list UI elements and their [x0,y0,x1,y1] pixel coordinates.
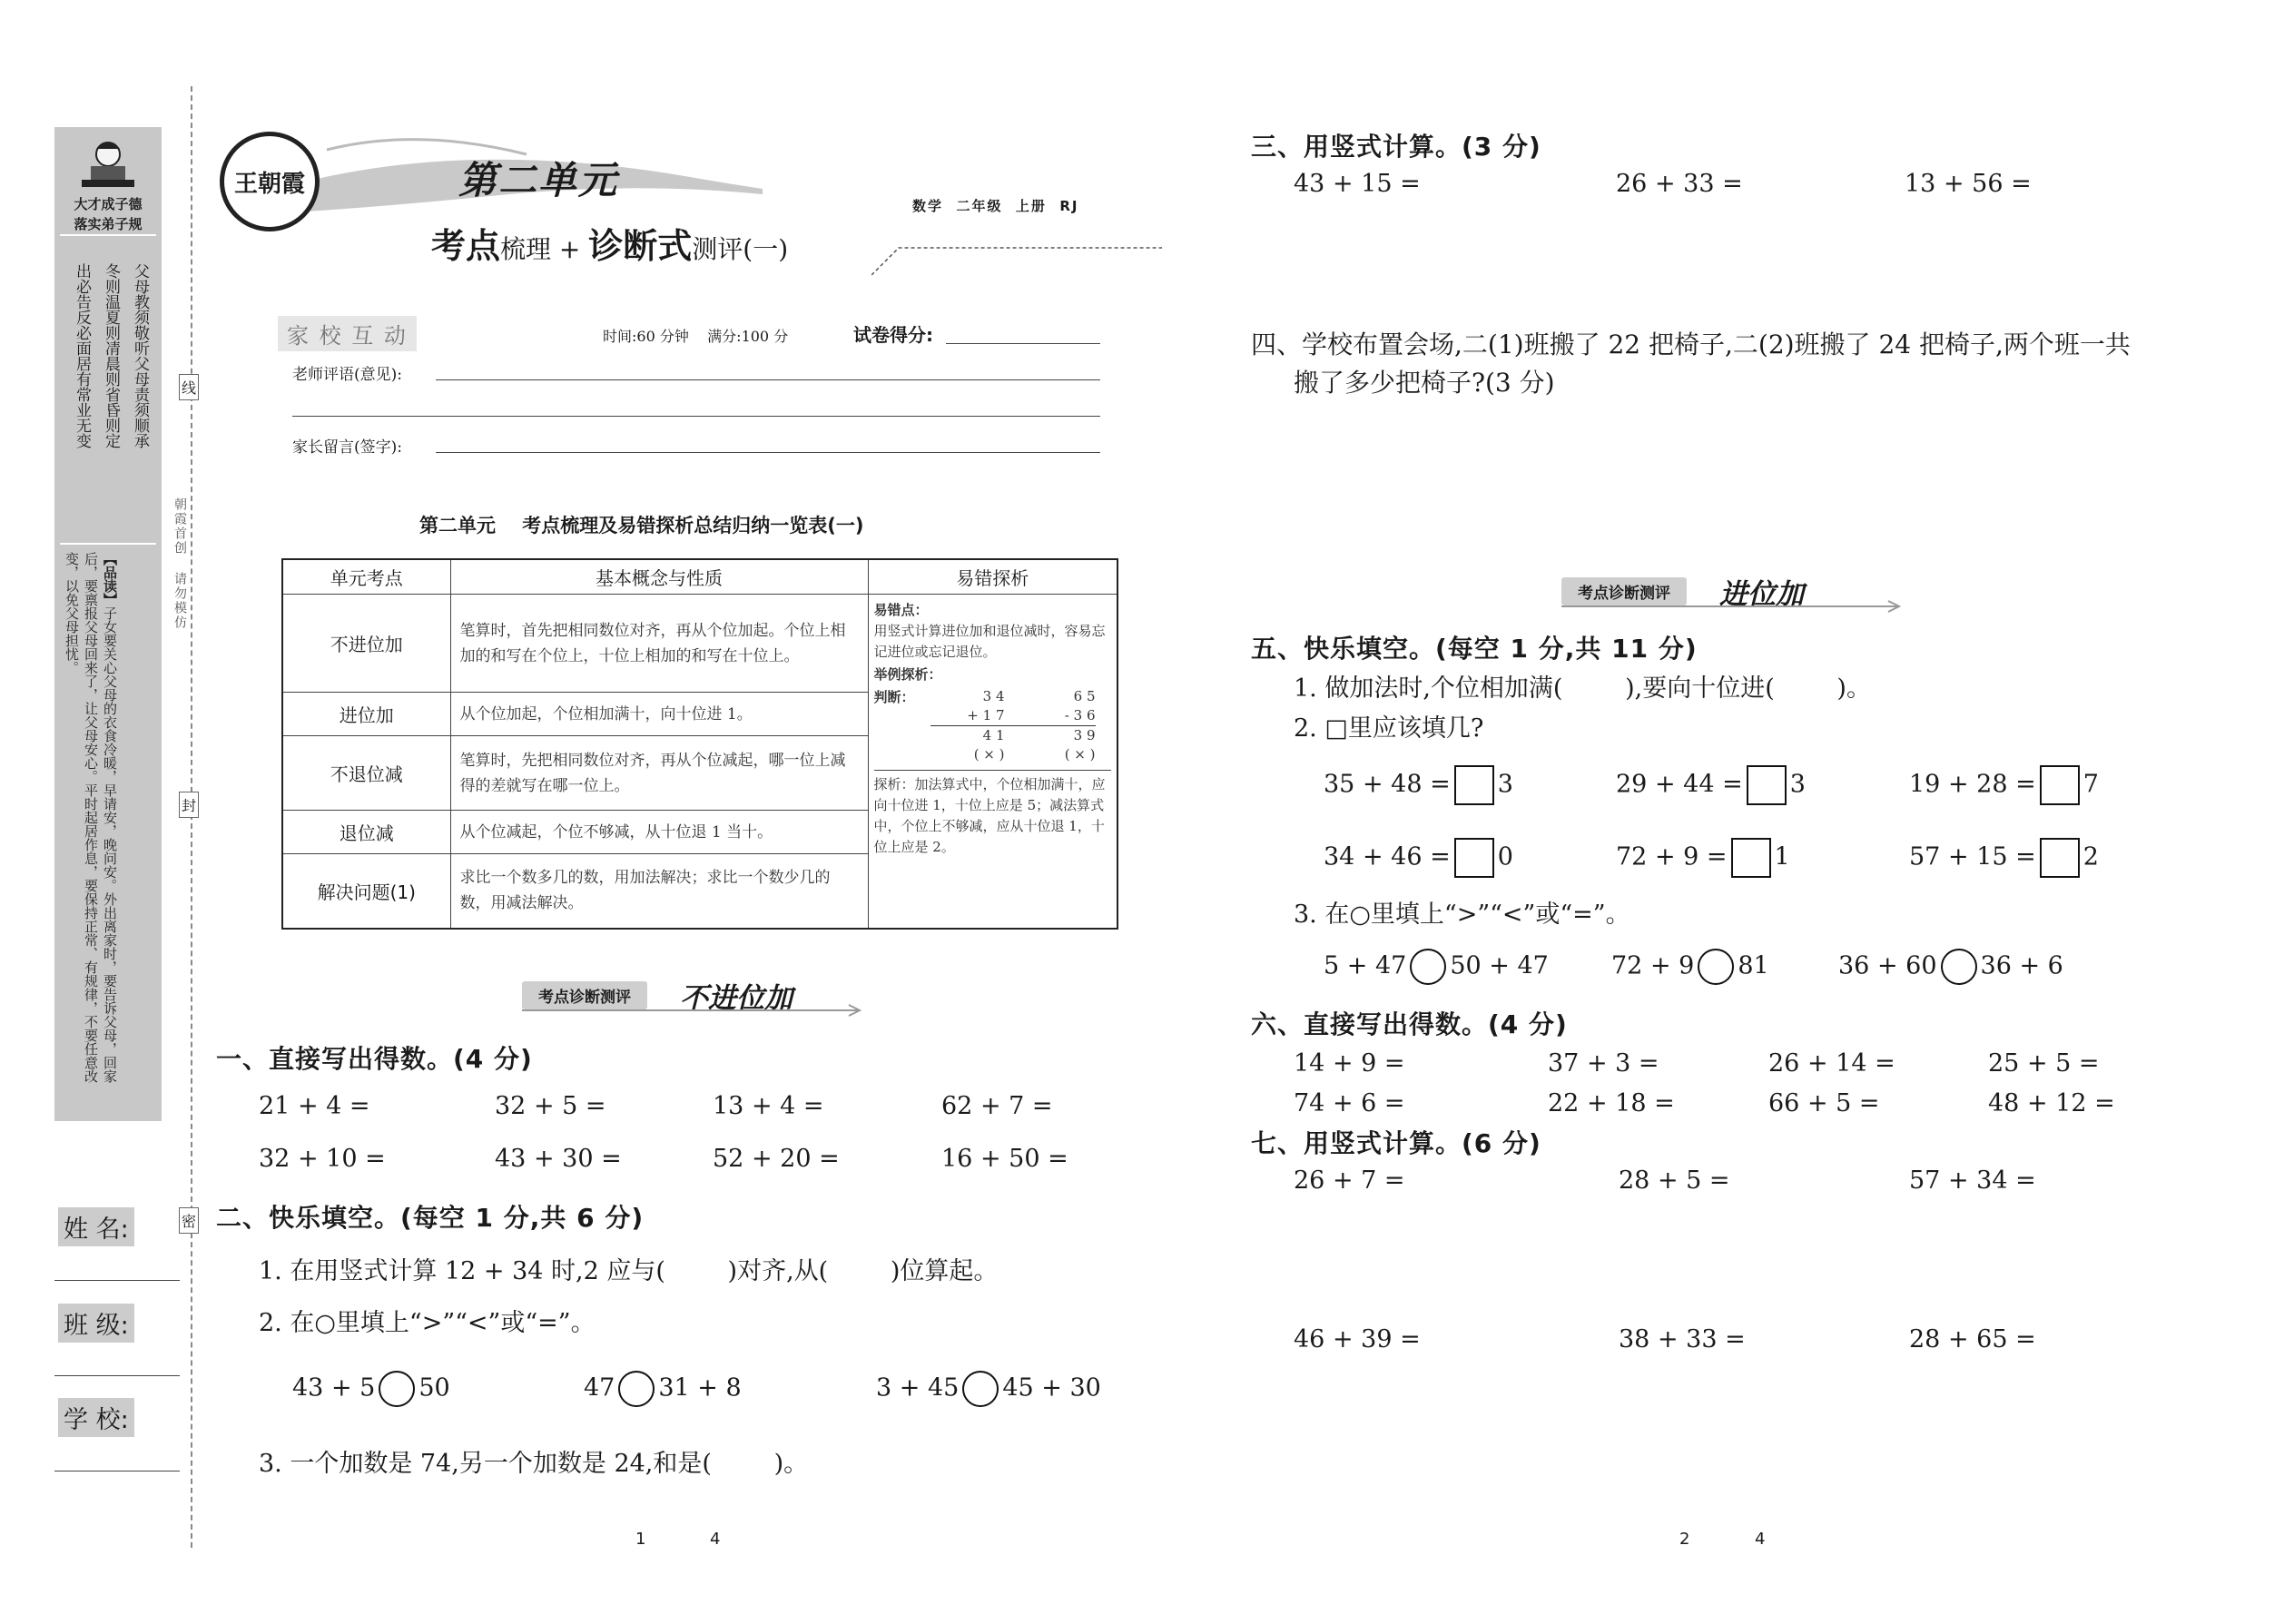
unit-title: 第二单元 [458,158,619,202]
example-block [874,687,1112,764]
box-expr: 19 + 28 = [1909,770,2036,799]
q1-item: 32 + 10 = [259,1145,386,1173]
analysis-text: 探析：加法算式中，个位相加满十，应向十位进 1，十位上应是 5；减法算式中，个位上不够减，应从十位退 1，十位上应是 2。 [874,770,1112,858]
class-field[interactable] [54,1375,180,1376]
name-label: 姓 名: [58,1207,134,1246]
q5-compare-2 [1611,949,1769,985]
example-2 [1005,687,1096,764]
table-topic: 进位加 [282,693,450,736]
q7-item: 38 + 33 = [1619,1325,1746,1353]
compare-left: 72 + 9 [1611,951,1695,980]
q3-item: 13 + 56 = [1905,170,2032,198]
answer-box[interactable] [1747,765,1787,805]
sidebar-poem-col-2 [100,263,122,448]
table-topic: 不进位加 [282,595,450,693]
table-concept: 求比一个数多几的数，用加法解决；求比一个数少几的数，用减法解决。 [450,854,868,929]
example-line: 4 1 [982,727,1005,743]
subtitle-a: 考点 [431,225,501,266]
q5-compare-1 [1324,949,1549,985]
school-label: 学 校: [58,1398,134,1437]
box-digit: 3 [1789,770,1806,799]
box-digit: 3 [1497,770,1513,799]
q5-box-item [1909,838,2099,878]
name-field[interactable] [54,1280,180,1281]
q2-compare-1 [292,1371,450,1407]
q2-compare-2 [584,1371,742,1407]
compare-left: 5 + 47 [1324,951,1407,980]
q3-item: 26 + 33 = [1616,170,1743,198]
parent-comment-label: 家长留言(签字): [292,438,402,457]
poem-line: 出必告 [73,263,91,310]
q5-box-item [1324,838,1513,878]
box-expr: 35 + 48 = [1324,770,1451,799]
compare-right: 45 + 30 [1002,1373,1101,1403]
q2-sub2: 2. 在○里填上“>”“<”或“=”。 [259,1309,596,1337]
header-connector [871,222,1171,277]
example-line: 3 4 [982,688,1005,704]
box-expr: 29 + 44 = [1616,770,1743,799]
q4-line1: 四、学校布置会场,二(1)班搬了 22 把椅子,二(2)班搬了 24 把椅子,两个班一共 [1251,330,2131,359]
answer-box[interactable] [1454,765,1494,805]
sidebar-reading [62,552,119,1097]
poem-line: 反必面 [73,310,91,356]
q6-item: 22 + 18 = [1548,1089,1675,1117]
cut-mark-3: 密 [179,1207,199,1234]
box-expr: 72 + 9 = [1616,842,1728,871]
box-digit: 2 [2082,842,2099,871]
q3-item: 43 + 15 = [1294,170,1421,198]
box-expr: 57 + 15 = [1909,842,2036,871]
banner-arrow-icon [522,1003,867,1016]
brand-logo [220,132,320,231]
compare-circle[interactable] [1941,949,1977,985]
q1-item: 43 + 30 = [495,1145,622,1173]
q1-item: 52 + 20 = [713,1145,840,1173]
table-header: 易错探析 [868,559,1117,595]
box-digit: 1 [1774,842,1790,871]
page-number: 4 [710,1530,721,1549]
banner-title: 进位加 [1719,577,1804,611]
example-judgement: ( × ) [1064,746,1096,763]
banner-tag: 考点诊断测评 [1561,577,1687,605]
error-analysis-cell [868,595,1117,929]
q6-item: 48 + 12 = [1988,1089,2115,1117]
table-row [282,595,1117,693]
poem-line: 须顺承 [131,402,149,448]
q1-item: 16 + 50 = [941,1145,1068,1173]
q3-heading: 三、用竖式计算。(3 分) [1251,132,1541,162]
poem-line: 须敬听 [131,310,149,356]
table-concept: 从个位减起，个位不够减，从十位退 1 当十。 [450,811,868,854]
q1-item: 62 + 7 = [941,1092,1053,1120]
q7-item: 46 + 39 = [1294,1325,1421,1353]
q5-compare-3 [1838,949,2063,985]
poem-line: 昏则定 [102,402,120,448]
poem-line: 冬则温 [102,263,120,310]
q6-item: 37 + 3 = [1548,1049,1659,1078]
sidebar-slogan-1: 大才成子德 [74,196,143,212]
page-number: 2 [1679,1530,1690,1549]
banner-title: 不进位加 [680,981,793,1015]
compare-right: 50 [418,1373,450,1403]
q6-item: 25 + 5 = [1988,1049,2100,1078]
example-line: 3 9 [1073,727,1096,743]
q7-heading: 七、用竖式计算。(6 分) [1251,1128,1541,1158]
box-digit: 0 [1497,842,1513,871]
table-title: 第二单元 考点梳理及易错探析总结归纳一览表(一) [419,515,864,536]
time-info: 时间:60 分钟 满分:100 分 [603,328,789,345]
q7-item: 28 + 5 = [1619,1166,1730,1195]
q6-item: 26 + 14 = [1768,1049,1895,1078]
q2-compare-3 [876,1371,1101,1407]
course-info: 数学 二年级 上册 RJ [912,198,1079,214]
reading-label: 【品读】 [102,552,118,606]
poem-line: 晨则省 [102,356,120,402]
compare-circle[interactable] [379,1371,415,1407]
teacher-comment-line-1[interactable] [436,379,1100,380]
page-number: 1 [635,1530,646,1549]
poem-line: 父母责 [131,356,149,402]
table-concept: 从个位加起，个位相加满十，向十位进 1。 [450,693,868,736]
q7-item: 57 + 34 = [1909,1166,2036,1195]
score-label: 试卷得分: [853,324,933,346]
page-number: 4 [1755,1530,1766,1549]
sidebar-slogan-2: 落实弟子规 [74,216,143,232]
sidebar-slogan-divider [60,234,156,236]
q6-item: 14 + 9 = [1294,1049,1405,1078]
compare-left: 3 + 45 [876,1373,960,1403]
example-line: - 3 6 [1005,706,1096,726]
compare-right: 50 + 47 [1450,951,1549,980]
home-school-badge: 家 校 互 动 [278,316,417,351]
summary-table [281,558,1118,930]
compare-right: 36 + 6 [1980,951,2063,980]
subtitle-c: 诊断式 [588,225,693,266]
compare-left: 43 + 5 [292,1373,376,1403]
table-topic: 退位减 [282,811,450,854]
example-title: 举例探析： [873,666,942,683]
table-concept: 笔算时，首先把相同数位对齐，再从个位加起。个位上相加的和写在个位上，十位上相加的和写在十位上。 [450,595,868,693]
answer-box[interactable] [1731,838,1771,878]
q1-item: 13 + 4 = [713,1092,824,1120]
sidebar-poem-col-3 [71,263,93,448]
class-label: 班 级: [58,1304,134,1343]
compare-circle[interactable] [962,1371,999,1407]
banner-tag: 考点诊断测评 [522,981,647,1009]
q7-item: 28 + 65 = [1909,1325,2036,1353]
sidebar-poem-col-1 [129,263,151,448]
compare-left: 47 [584,1373,615,1403]
q2-heading: 二、快乐填空。(每空 1 分,共 6 分) [216,1203,645,1233]
compare-left: 36 + 60 [1838,951,1937,980]
error-text: 用竖式计算进位加和退位减时，容易忘记进位或忘记退位。 [873,623,1106,660]
cut-mark-1: 线 [179,374,199,400]
parent-comment-line[interactable] [436,452,1100,453]
logo-text: 王朝霞 [233,170,305,198]
q5-box-item [1909,765,2099,805]
q1-item: 32 + 5 = [495,1092,606,1120]
example-judgement: ( × ) [973,746,1005,763]
table-concept: 笔算时，先把相同数位对齐，再从个位减起，哪一位上减得的差就写在哪一位上。 [450,736,868,811]
table-header: 单元考点 [282,559,450,595]
cut-mark-2: 封 [179,792,199,818]
compare-circle[interactable] [1410,949,1446,985]
answer-box[interactable] [2040,838,2080,878]
q1-heading: 一、直接写出得数。(4 分) [216,1044,533,1074]
score-field[interactable] [946,343,1100,344]
q6-item: 74 + 6 = [1294,1089,1405,1117]
teacher-comment-line-2[interactable] [292,416,1100,417]
q7-item: 26 + 7 = [1294,1166,1405,1195]
subtitle-b: 梳理 + [500,234,589,264]
table-topic: 解决问题(1) [282,854,450,929]
example-line: + 1 7 [930,706,1005,726]
copyright-note: 朝霞首创 请勿模仿 [172,497,187,630]
poem-line: 居有常 [73,356,91,402]
table-header-row [282,559,1117,595]
answer-box[interactable] [2040,765,2080,805]
q5-sub3: 3. 在○里填上“>”“<”或“=”。 [1294,901,1630,929]
reading-text: 子女要关心父母的衣食冷暖，早请安，晚问安。外出离家时，要告诉父母，回家后，要禀报父母回来了，让父母安心。平时起居作息，要保持正常、有规律，不要任意改变，以免父母担忧。 [64,552,118,1083]
sidebar-poem-divider [60,543,156,545]
q2-sub3: 3. 一个加数是 74,另一个加数是 24,和是( )。 [259,1450,809,1478]
judge-label: 判断： [873,689,915,705]
compare-circle[interactable] [618,1371,655,1407]
q5-box-item [1324,765,1513,805]
table-topic: 不退位减 [282,736,450,811]
teacher-comment-label: 老师评语(意见): [292,366,402,384]
box-digit: 7 [2082,770,2099,799]
example-line: 6 5 [1073,688,1096,704]
q2-sub1: 1. 在用竖式计算 12 + 34 时,2 应与( )对齐,从( )位算起。 [259,1257,999,1285]
example-1 [930,687,1005,764]
subtitle [431,218,788,268]
compare-circle[interactable] [1698,949,1734,985]
table-header: 基本概念与性质 [450,559,868,595]
subtitle-d: 测评(一) [692,234,789,264]
banner-arrow-icon [1561,599,1906,612]
q5-box-item [1616,838,1790,878]
sidebar-mascot-icon [71,136,145,191]
poem-line: 父母教 [131,263,149,310]
poem-line: 业无变 [73,402,91,448]
q1-item: 21 + 4 = [259,1092,370,1120]
q6-heading: 六、直接写出得数。(4 分) [1251,1009,1568,1039]
compare-right: 31 + 8 [658,1373,742,1403]
compare-right: 81 [1738,951,1769,980]
q6-item: 66 + 5 = [1768,1089,1880,1117]
q5-sub1: 1. 做加法时,个位相加满( ),要向十位进( )。 [1294,674,1871,703]
poem-line: 夏则凊 [102,310,120,356]
q5-sub2: 2. □里应该填几? [1294,714,1484,743]
q5-box-item [1616,765,1806,805]
box-expr: 34 + 46 = [1324,842,1451,871]
q5-heading: 五、快乐填空。(每空 1 分,共 11 分) [1251,634,1698,664]
answer-box[interactable] [1454,838,1494,878]
q4-line2: 搬了多少把椅子?(3 分) [1294,368,1555,398]
error-title: 易错点： [873,602,929,618]
